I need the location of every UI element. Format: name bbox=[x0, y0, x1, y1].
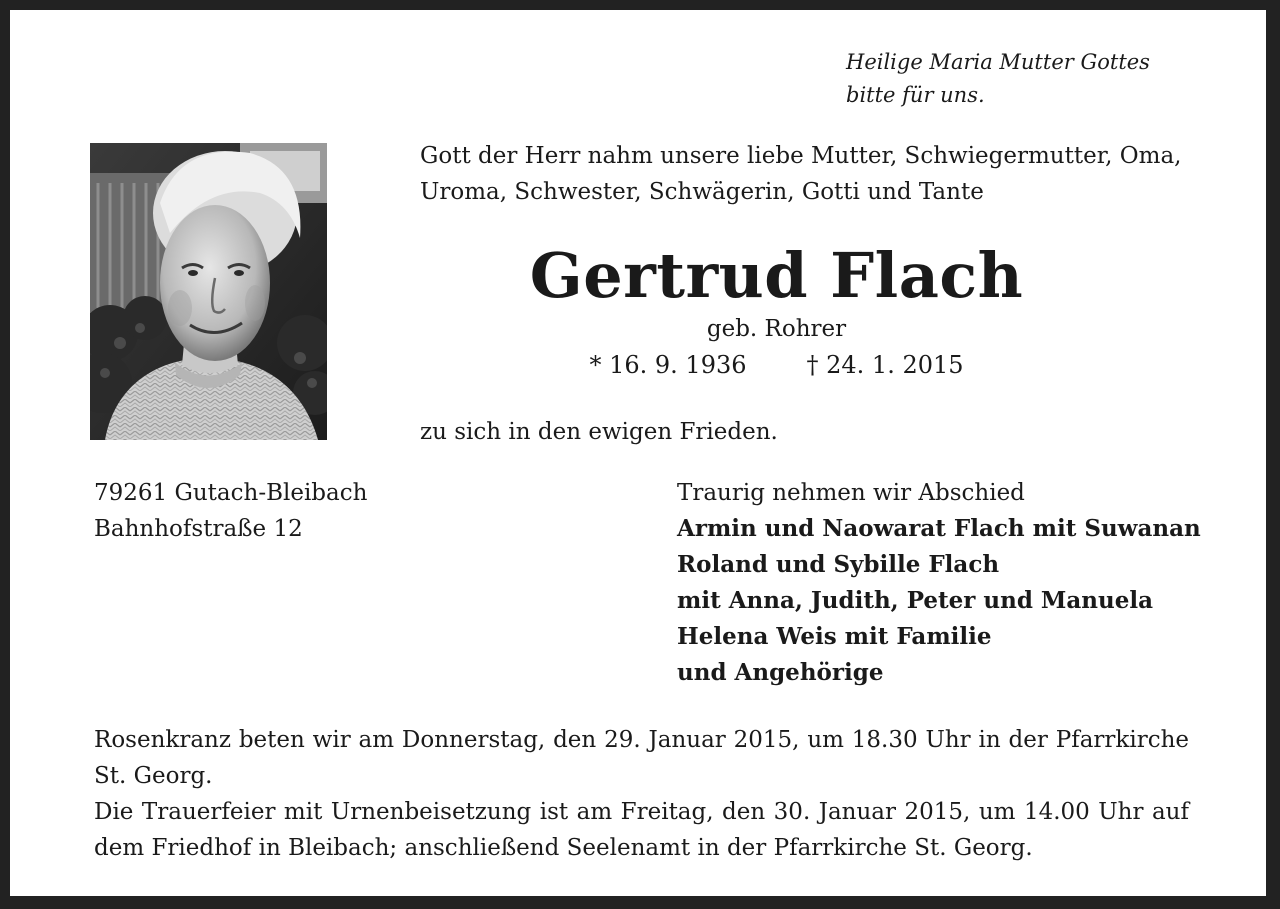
prayer-line-2: bitte für uns. bbox=[846, 83, 985, 107]
deceased-name: Gertrud Flach bbox=[529, 239, 1024, 312]
closing-line: zu sich in den ewigen Frieden. bbox=[420, 419, 778, 445]
mourner-line: Helena Weis mit Familie bbox=[677, 623, 992, 650]
mourner-line: mit Anna, Judith, Peter und Manuela bbox=[677, 587, 1154, 614]
funeral-info: Die Trauerfeier mit Urnenbeisetzung ist am Freitag, den 30. Januar 2015, um 14.00 Uhr auf dem Friedhof in Bleibach; anschließend Seelenamt in der Pfarrkirche St. Georg. bbox=[94, 799, 1189, 861]
mourners-list bbox=[677, 475, 1201, 691]
address-street: Bahnhofstraße 12 bbox=[94, 516, 303, 542]
maiden-name: geb. Rohrer bbox=[706, 316, 847, 342]
mourner-line: und Angehörige bbox=[677, 659, 884, 686]
intro-line-1: Gott der Herr nahm unsere liebe Mutter, Schwiegermutter, Oma, bbox=[420, 143, 1182, 169]
prayer-verse bbox=[846, 46, 1150, 112]
mourner-line: Armin und Naowarat Flach mit Suwanan bbox=[677, 515, 1201, 542]
life-dates bbox=[420, 348, 1133, 382]
birth-date: * 16. 9. 1936 bbox=[589, 351, 747, 379]
intro-text bbox=[420, 138, 1182, 210]
mourner-line: Roland und Sybille Flach bbox=[677, 551, 1000, 578]
rosary-info: Rosenkranz beten wir am Donnerstag, den 29. Januar 2015, um 18.30 Uhr in der Pfarrkirche St. Georg. bbox=[94, 727, 1189, 789]
mourners-heading: Traurig nehmen wir Abschied bbox=[677, 480, 1025, 506]
service-details bbox=[94, 722, 1189, 866]
obituary-notice bbox=[10, 10, 1266, 896]
family-address bbox=[94, 475, 367, 547]
portrait-image bbox=[90, 143, 327, 440]
death-date: † 24. 1. 2015 bbox=[806, 351, 964, 379]
address-city: 79261 Gutach-Bleibach bbox=[94, 480, 368, 506]
intro-line-2: Uroma, Schwester, Schwägerin, Gotti und Tante bbox=[420, 179, 984, 205]
portrait-photo bbox=[90, 143, 327, 440]
prayer-line-1: Heilige Maria Mutter Gottes bbox=[846, 50, 1150, 74]
